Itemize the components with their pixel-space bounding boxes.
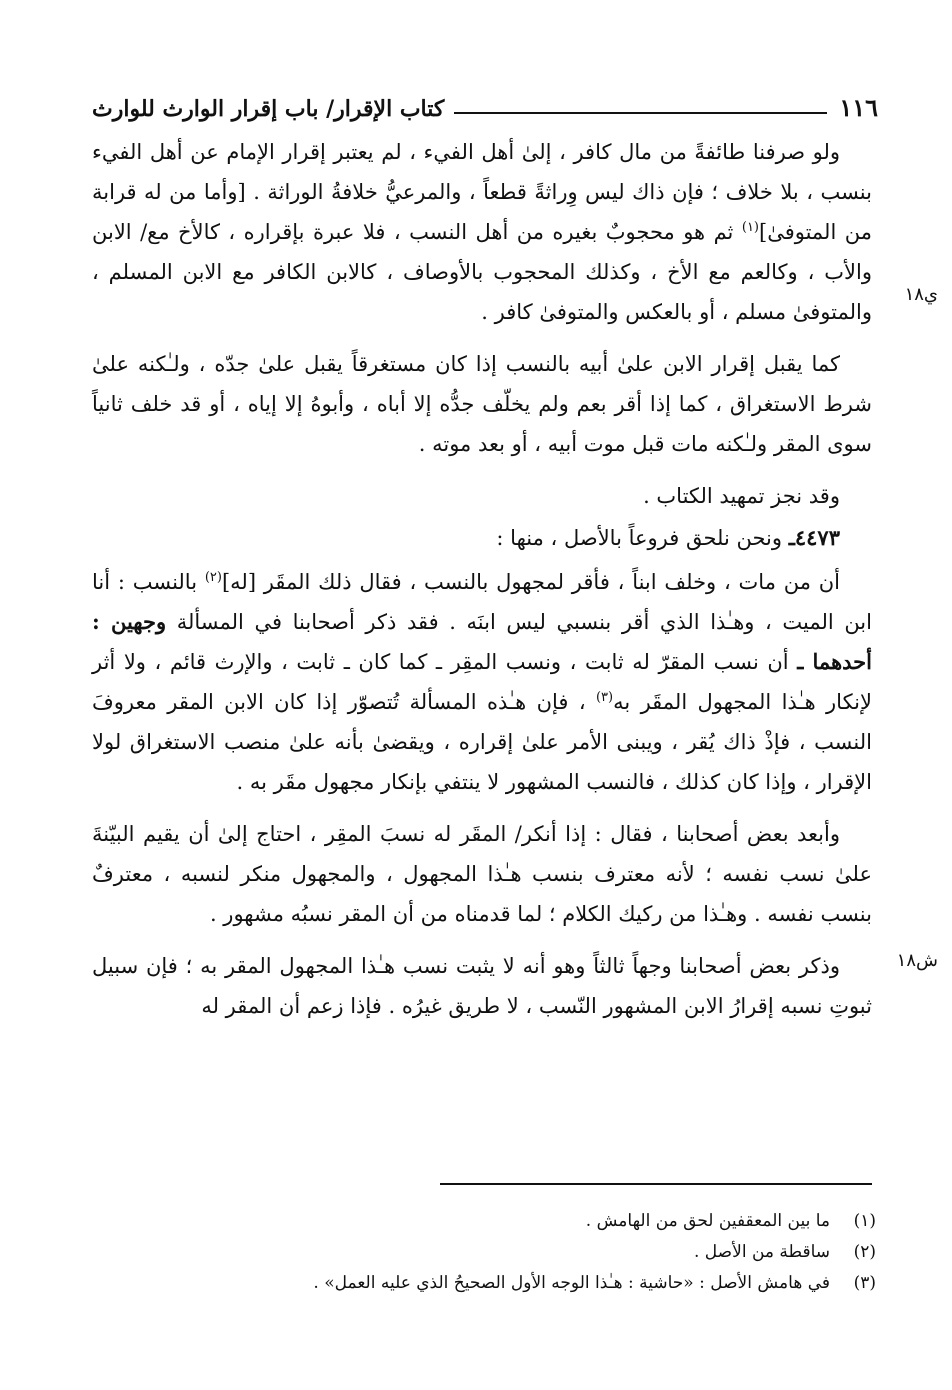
page-number: ١١٦: [839, 93, 878, 122]
paragraph-text: وأبعد بعض أصحابنا ، فقال : إذا أنكر/ المقَر له نسبَ المقِر ، احتاج إلىٰ أن يقيم البيّنةَ علىٰ نسب نفسه ؛ لأنه معترف بنسب هـٰذا المجهول ، والمجهول منكر لنسبه ، معترفٌ بنسب نفسه . وهـٰذا من ركيك الكلام ؛ لما قدمناه من أن المقر نسبُه مشهور .: [92, 822, 872, 926]
paragraph: [92, 344, 872, 464]
footnote-number: (١): [853, 1211, 876, 1231]
footnote-number: (٣): [853, 1273, 876, 1293]
footnotes: [92, 1206, 876, 1299]
footnote-text: ساقطة من الأصل .: [694, 1242, 830, 1262]
paragraph-text: ثم هو محجوبٌ بغيره من أهل النسب ، فلا عبرة بإقراره ، كالأخ مع/ الابن والأب ، وكالعم مع الأخ ، وكذلك المحجوب بالأوصاف ، كالابن الكافر مع الابن المسلم ، والمتوفىٰ مسلم ، أو بالعكس والمتوفىٰ كافر .: [92, 220, 872, 324]
paragraph: [92, 476, 872, 516]
footnote-ref: (٢): [204, 570, 222, 585]
footnote: [92, 1268, 876, 1299]
paragraph: [92, 946, 872, 1026]
footnote-ref: (٣): [595, 690, 614, 705]
footnote-number: (٢): [853, 1242, 876, 1262]
paragraph: [92, 562, 872, 802]
footnote-separator: [440, 1183, 872, 1185]
paragraph: [92, 518, 872, 558]
paragraph: [92, 132, 872, 332]
issue-number: ٤٤٧٣ـ: [788, 525, 840, 550]
running-title: كتاب الإقرار/ باب إقرار الوارث للوارث: [92, 96, 445, 122]
bold-phrase: وجهين : أحدهما ـ: [92, 609, 872, 674]
paragraph-text: ، فإن هـٰذه المسألة تُتصوّر إذا كان الابن المقر معروفَ النسب ، فإذْ ذاك يُقر ، ويبنى الأمر علىٰ إقراره ، ويقضىٰ بأنه علىٰ منصب الاستغراق لولا الإقرار ، وإذا كان كذلك ، فالنسب المشهور لا ينتفي بإنكار مجهول مقَر به .: [92, 690, 872, 794]
paragraph-text: ولو صرفنا طائفةً من مال كافر ، إلىٰ أهل الفيء ، لم يعتبر إقرار الإمام عن أهل الفيء بنسب ، بلا خلاف ؛ فإن ذاك ليس وِراثةً قطعاً ، والمرعيُّ خلافةُ الوراثة . [وأما من له قرابة من المتوفىٰ]: [92, 140, 872, 244]
footnote-text: في هامش الأصل : «حاشية : هـٰذا الوجه الأول الصحيحُ الذي عليه العمل» .: [313, 1273, 830, 1293]
footnote: [92, 1237, 876, 1268]
paragraph-text: كما يقبل إقرار الابن علىٰ أبيه بالنسب إذا كان مستغرقاً يقبل علىٰ جدّه ، ولـٰكنه علىٰ شرط الاستغراق ، كما إذا أقر بعم ولم يخلّف جدُّه إلا أباه ، وأبوهُ إلا إياه ، أو قد خلف ثانياً سوى المقر ولـٰكنه مات قبل موت أبيه ، أو بعد موته .: [92, 352, 872, 456]
footnote-ref: (١): [741, 220, 759, 235]
margin-note-y18: ي١٨: [904, 284, 938, 305]
header-rule: [454, 112, 827, 114]
footnote: [92, 1206, 876, 1237]
main-text: [92, 132, 872, 1038]
paragraph-text: أن نسب المقرّ له ثابت ، ونسب المقِر ـ كما كان ـ ثابت ، والإرث قائم ، ولا أثر لإنكار هـٰذا المجهول المقَر به: [92, 650, 872, 714]
running-header: [92, 84, 878, 120]
paragraph-text: ونحن نلحق فروعاً بالأصل ، منها :: [496, 526, 789, 550]
margin-note-sh18: ش١٨: [896, 950, 938, 971]
paragraph-text: وقد نجز تمهيد الكتاب .: [643, 484, 840, 508]
footnote-text: ما بين المعقفين لحق من الهامش .: [585, 1211, 830, 1231]
paragraph-text: وذكر بعض أصحابنا وجهاً ثالثاً وهو أنه لا يثبت نسب هـٰذا المجهول المقر به ؛ فإن سبيل ثبوتِ نسبه إقرارُ الابن المشهور النّسب ، لا طريق غيرُه . فإذا زعم أن المقر له: [92, 954, 872, 1018]
paragraph: [92, 814, 872, 934]
paragraph-text: بالنسب : أنا ابن الميت ، وهـٰذا الذي أقر بنسبي ليس ابنَه . فقد ذكر أصحابنا في المسألة: [92, 570, 872, 634]
paragraph-text: أن من مات ، وخلف ابناً ، فأقر لمجهول بالنسب ، فقال ذلك المقَر [له]: [221, 570, 841, 594]
